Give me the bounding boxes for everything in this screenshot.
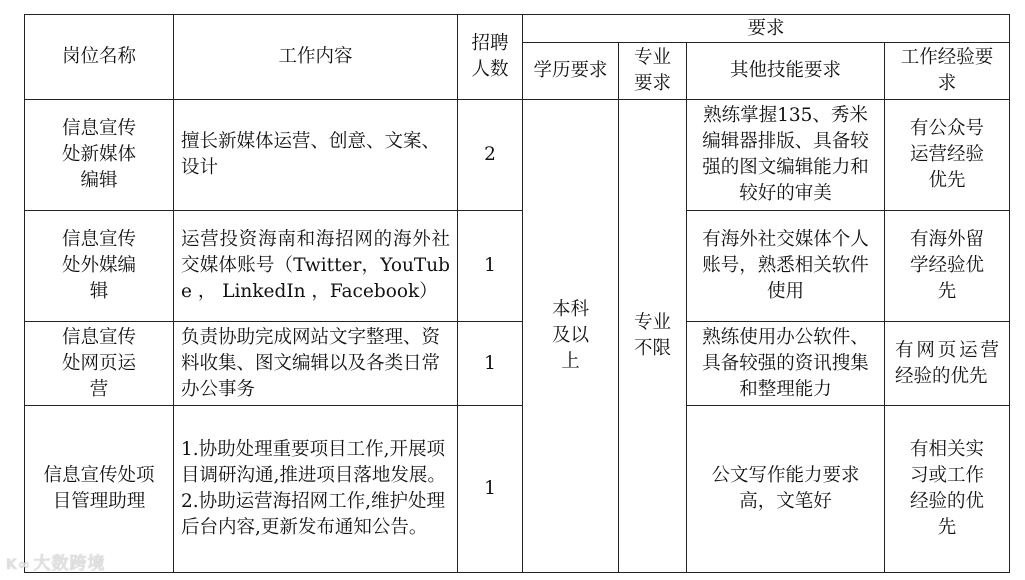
cell-count: 1	[458, 406, 523, 573]
header-other-skills: 其他技能要求	[687, 43, 885, 100]
content-item-1: 1.协助处理重要项目工作,开展项目调研沟通,推进项目落地发展。	[181, 439, 446, 486]
cell-skills: 熟练掌握135、秀米编辑器排版、具备较强的图文编辑能力和较好的审美	[687, 100, 885, 211]
table-row	[25, 100, 1010, 211]
cell-skills: 有海外社交媒体个人账号，熟悉相关软件使用	[687, 211, 885, 322]
header-row-top	[25, 15, 1010, 43]
cell-education-shared: 本科及以上	[523, 100, 619, 573]
cell-count: 2	[458, 100, 523, 211]
watermark	[6, 549, 106, 574]
header-job-content: 工作内容	[174, 15, 458, 100]
header-education: 学历要求	[523, 43, 619, 100]
cell-position: 信息宣传处网页运营	[25, 322, 174, 406]
cell-experience: 有海外留学经验优先	[885, 211, 1010, 322]
watermark-text: 大数跨境	[33, 554, 106, 574]
cell-position: 信息宣传处新媒体编辑	[25, 100, 174, 211]
header-requirements: 要求	[523, 15, 1010, 43]
cell-major-shared: 专业不限	[619, 100, 687, 573]
cell-experience: 有公众号运营经验优先	[885, 100, 1010, 211]
table-row	[25, 322, 1010, 406]
header-headcount: 招聘人数	[458, 15, 523, 100]
table-row	[25, 211, 1010, 322]
header-position-name: 岗位名称	[25, 15, 174, 100]
cell-content: 负责协助完成网站文字整理、资料收集、图文编辑以及各类日常办公事务	[174, 322, 458, 406]
cell-experience: 有网页运营经验的优先	[885, 322, 1010, 406]
cell-position: 信息宣传处外媒编辑	[25, 211, 174, 322]
header-experience: 工作经验要求	[885, 43, 1010, 100]
recruitment-table	[24, 14, 1010, 573]
cell-content: 运营投资海南和海招网的海外社交媒体账号（Twitter，YouTube ， LinkedIn ，Facebook）	[174, 211, 458, 322]
cell-content	[174, 406, 458, 573]
watermark-logo: K∞	[6, 557, 31, 573]
table-row	[25, 406, 1010, 573]
cell-position: 信息宣传处项目管理助理	[25, 406, 174, 573]
cell-experience: 有相关实习或工作经验的优先	[885, 406, 1010, 573]
cell-skills: 公文写作能力要求高，文笔好	[687, 406, 885, 573]
cell-content: 擅长新媒体运营、创意、文案、设计	[174, 100, 458, 211]
cell-skills: 熟练使用办公软件、具备较强的资讯搜集和整理能力	[687, 322, 885, 406]
header-major: 专业要求	[619, 43, 687, 100]
cell-count: 1	[458, 211, 523, 322]
cell-count: 1	[458, 322, 523, 406]
content-item-2: 2.协助运营海招网工作,维护处理后台内容,更新发布通知公告。	[181, 491, 446, 538]
